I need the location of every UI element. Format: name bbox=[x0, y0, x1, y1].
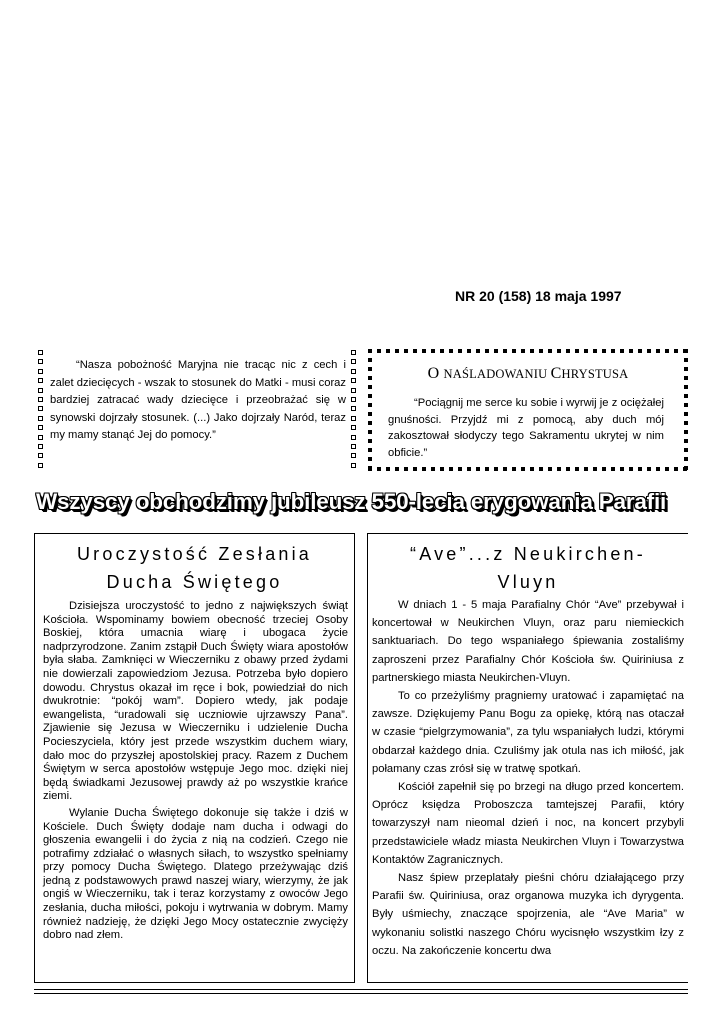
article-paragraph: Dzisiejsza uroczystość to jedno z największych świąt Kościoła. Wspominamy bowiem obecność trzeciej Osoby Boskiej, która umacnia wiarę i ubogaca życie nadprzyrodzone. Zanim zstąpił Duch Święty wiara apostołów była słaba. Zamknięci w Wieczerniku z obawy przed żydami nie dowierzali zapowiedziom Jezusa. Potrzeba było dopiero dowodu. Chrystus okazał im ręce i bok, powiedział do nich dwukrotnie: “pokój wam”. Dopiero wtedy, jak podaje ewangelista, “uradowali się uczniowie ujrzawszy Pana”. Zjawienie się Jezusa w Wieczerniku i udzielenie Ducha Pocieszyciela, który jest przede wszystkim duchem wiary, dało moc do przyszłej apostolskiej pracy. Razem z Duchem Świętym w serca apostołów wstępuje Jego moc. dzięki niej będą świadkami Jezusowej prawdy aż po wszystkie krańce ziemi. bbox=[43, 600, 348, 803]
page-headline: Wszyscy obchodzimy jubileusz 550-lecia erygowania Parafii bbox=[36, 489, 667, 514]
choir-article-body bbox=[372, 596, 684, 960]
article-paragraph: Nasz śpiew przeplatały pieśni chóru działającego przy Parafii św. Quiriniusa, oraz organowa muzyka ich dyrygenta. Były uśmiechy, znaczące spojrzenia, ale “Ave Maria” w wykonaniu solistki naszego Chóru wycisnęło wszystkim łzy z oczu. Na zakończenie koncertu dwa bbox=[372, 872, 684, 957]
pentecost-article-title: Uroczystość Zesłania Ducha Świętego bbox=[76, 544, 313, 592]
marian-quote-box bbox=[38, 350, 356, 468]
border-square bbox=[38, 406, 43, 411]
border-square bbox=[38, 397, 43, 402]
dotted-border-right bbox=[351, 350, 359, 468]
dotted-border-left bbox=[38, 350, 46, 468]
border-square bbox=[38, 463, 43, 468]
choir-article bbox=[367, 533, 688, 983]
border-square bbox=[38, 453, 43, 458]
border-square bbox=[351, 416, 356, 421]
border-square bbox=[38, 388, 43, 393]
border-square bbox=[38, 444, 43, 449]
border-square bbox=[38, 378, 43, 383]
border-square bbox=[38, 369, 43, 374]
imitation-quote-box bbox=[368, 349, 688, 471]
border-square bbox=[351, 397, 356, 402]
border-square bbox=[351, 425, 356, 430]
choir-article-title: “Ave”...z Neukirchen- Vluyn bbox=[410, 544, 646, 592]
footer-rule bbox=[34, 989, 688, 990]
imitation-quote-text: “Pociągnij me serce ku sobie i wyrwij je z ociężałej gnuśności. Przyjdź mi z pomocą, aby duch mój zakosztował słodyczy tego Sakramentu ukrytej w nim obficie.” bbox=[388, 397, 664, 459]
border-square bbox=[38, 350, 43, 355]
imitation-title: O NAŚLADOWANIU CHRYSTUSA bbox=[427, 365, 629, 382]
border-square bbox=[351, 359, 356, 364]
footer-rule bbox=[34, 993, 688, 994]
article-paragraph: Kościół zapełnił się po brzegi na długo przed koncertem. Oprócz księdza Proboszcza tamtejszej Parafii, który towarzyszył nam nieomal dzień i noc, na koncert przybyli przedstawiciele władz miasta Neukirchen Vluyn i Towarzystwa Kontaktów Zagranicznych. bbox=[372, 781, 684, 866]
border-square bbox=[38, 435, 43, 440]
border-square bbox=[38, 416, 43, 421]
article-paragraph: To co przeżyliśmy pragniemy uratować i zapamiętać na zawsze. Dziękujemy Panu Bogu za opiekę, którą nas otaczał w czasie “pielgrzymowania”, za tylu wspaniałych ludzi, którymi obdarzał każdego dnia. Czuliśmy jak otula nas ich miłość, jak połamany czas zrósł się w tratwę spotkań. bbox=[372, 690, 684, 775]
border-square bbox=[38, 425, 43, 430]
border-square bbox=[351, 350, 356, 355]
article-paragraph: Wylanie Ducha Świętego dokonuje się także i dziś w Kościele. Duch Święty dodaje nam ducha i odwagi do głoszenia ewangelii i do życia z nią na codzień. Czego nie potrafimy zdziałać o własnych siłach, to wszystko spełniamy przy pomocy Ducha Świętego. Dlatego przeżywając dziś jedną z podstawowych prawd naszej wiary, wierzymy, że jak ongiś w Wieczerniku, tak i teraz korzystamy z owoców Jego zesłania, ducha miłości, pokoju i wytrwania w dobrym. Mamy również nadzieję, że dzięki Jego Mocy ostatecznie zwycięży dobro nad złem. bbox=[43, 806, 348, 942]
dotted-border-bottom bbox=[368, 467, 688, 471]
pentecost-article bbox=[34, 533, 355, 983]
border-square bbox=[351, 378, 356, 383]
border-square bbox=[351, 406, 356, 411]
border-square bbox=[351, 388, 356, 393]
border-square bbox=[351, 463, 356, 468]
article-paragraph: W dniach 1 - 5 maja Parafialny Chór “Ave” przebywał i koncertował w Neukirchen Vluyn, oraz paru niemieckich sanktuariach. Do tego wspaniałego śpiewania zostaliśmy zaproszeni przez Parafialny Chór Kościoła św. Quiriniusa z partnerskiego miasta Neukirchen-Vluyn. bbox=[372, 599, 684, 684]
dotted-border-top bbox=[368, 349, 688, 353]
border-square bbox=[351, 435, 356, 440]
border-square bbox=[351, 444, 356, 449]
border-square bbox=[38, 359, 43, 364]
border-square bbox=[351, 369, 356, 374]
issue-number-date: NR 20 (158) 18 maja 1997 bbox=[455, 288, 622, 304]
marian-quote-text: “Nasza pobożność Maryjna nie tracąc nic z cech i zalet dziecięcych - wszak to stosunek do Matki - musi coraz bardziej zatracać wady dziecięce i przeobrażać się w synowski dojrzały stosunek. (...) Jako dojrzały Naród, teraz my mamy stanąć Jej do pomocy.” bbox=[50, 359, 346, 441]
border-square bbox=[351, 453, 356, 458]
pentecost-article-body bbox=[43, 600, 348, 943]
